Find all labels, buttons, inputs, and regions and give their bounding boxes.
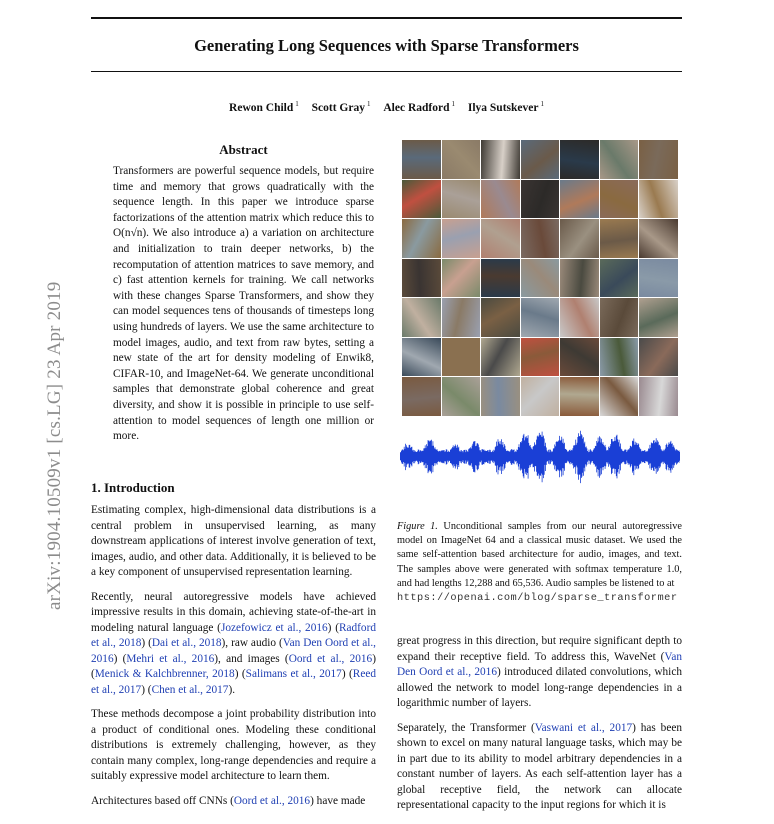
citation-link[interactable]: Menick & Kalchbrenner, 2018 [94, 668, 235, 680]
abstract-heading: Abstract [219, 142, 268, 157]
sample-image-tile [442, 298, 481, 337]
sample-image-tile [639, 140, 678, 179]
citation-link[interactable]: Chen et al., 2017 [151, 683, 229, 696]
intro-paragraph: Recently, neural autoregressive models have achieved impressive results in this domain, achieving state-of-the-art in modeling natural language (Jozefowicz et al., 2016) (Radford et al., 2018) (Dai et al., 2018), raw audio (Van Den Oord et al., 2016) (Mehri et al., 2016), and images (Oord et al., 2016) (Menick & Kalchbrenner, 2018) (Salimans et al., 2017) (Reed et al., 2017) (Chen et al., 2017). [91, 590, 376, 696]
sample-image-tile [442, 219, 481, 258]
author: Scott Gray $^1$ [311, 100, 371, 114]
sample-image-tile [639, 377, 678, 416]
intro-paragraph: Architectures based off CNNs (Oord et al., 2016) have made [91, 794, 366, 807]
sample-image-tile [521, 338, 560, 377]
sample-image-tile [600, 259, 639, 298]
sample-image-tile [560, 219, 599, 258]
sample-image-tile [521, 180, 560, 219]
sample-image-tile [639, 259, 678, 298]
sample-image-tile [639, 298, 678, 337]
author-list [91, 100, 682, 114]
sample-image-tile [560, 298, 599, 337]
sample-image-tile [442, 377, 481, 416]
sample-image-tile [442, 338, 481, 377]
intro-paragraph: Estimating complex, high-dimensional data distributions is a central problem in unsupervised learning, as many downstream applications of interest involve generation of text, images, audio, and other data. Additionally, it is believed to be a key component of unsupervised representation learning. [91, 504, 376, 578]
sample-image-tile [481, 140, 520, 179]
sample-image-tile [560, 338, 599, 377]
sample-image-tile [481, 338, 520, 377]
right-column-body [397, 634, 682, 823]
audio-waveform [400, 425, 680, 489]
figure-caption [397, 520, 682, 605]
sample-image-tile [600, 140, 639, 179]
imagenet-sample-grid [402, 140, 678, 416]
sample-image-tile [639, 180, 678, 219]
citation-link[interactable]: Oord et al., 2016 [233, 794, 311, 807]
sample-image-tile [481, 298, 520, 337]
sample-image-tile [600, 298, 639, 337]
sample-image-tile [402, 140, 441, 179]
citation-link[interactable]: Oord et al., 2016 [288, 652, 373, 665]
waveform-path [400, 431, 680, 483]
sample-image-tile [560, 140, 599, 179]
sample-image-tile [521, 219, 560, 258]
figure-label: Figure 1. [397, 521, 438, 532]
section-heading-introduction: 1. Introduction [91, 480, 175, 495]
abstract-text: Transformers are powerful sequence models, but require time and memory that grows quadratically with the sequence length. In this paper we introduce sparse factorizations of the attention matrix which reduce this to O(n√n). We also introduce a) a variation on architecture and initialization to train deeper networks, b) the recomputation of attention matrices to save memory, and c) fast attention kernels for training. We call networks with these changes Sparse Transformers, and show they can model sequences tens of thousands of timesteps long using hundreds of layers. We use the same architecture to model images, audio, and text from raw bytes, setting a new state of the art for density modeling of Enwik8, CIFAR-10, and ImageNet-64. We generate unconditional samples that demonstrate global coherence and great diversity, and show it is possible in principle to use self-attention to model sequences of length one million or more. [113, 165, 374, 443]
citation-link[interactable]: Radford et al., 2018 [91, 621, 376, 649]
sample-image-tile [560, 377, 599, 416]
sample-image-tile [600, 180, 639, 219]
title-bottom-rule [91, 71, 682, 72]
citation-link[interactable]: Salimans et al., 2017 [245, 668, 342, 680]
sample-image-tile [481, 377, 520, 416]
sample-image-tile [402, 219, 441, 258]
sample-image-tile [521, 140, 560, 179]
sample-image-tile [600, 219, 639, 258]
sample-image-tile [600, 338, 639, 377]
citation-link[interactable]: Van Den Oord et al., 2016 [397, 650, 682, 678]
sample-image-tile [402, 259, 441, 298]
intro-paragraph: Separately, the Transformer (Vaswani et al., 2017) has been shown to excel on many natural language tasks, which may be in part due to its ability to model arbitrary dependencies in a constant number of layers. As each self-attention layer has a global receptive field, the network can allocate representational capacity to the input regions for which it is [397, 721, 682, 811]
citation-link[interactable]: Van Den Oord et al., 2016 [91, 637, 376, 665]
arxiv-stamp: arXiv:1904.10509v1 [cs.LG] 23 Apr 2019 [44, 281, 65, 610]
sample-image-tile [442, 180, 481, 219]
paper-title: Generating Long Sequences with Sparse Transformers [194, 36, 579, 55]
sample-image-tile [402, 180, 441, 219]
citation-link[interactable]: Reed et al., 2017 [91, 668, 376, 696]
sample-image-tile [402, 377, 441, 416]
sample-image-tile [402, 338, 441, 377]
sample-url-link[interactable]: https://openai.com/blog/sparse_transformer [397, 592, 678, 605]
citation-link[interactable]: Mehri et al., 2016 [126, 652, 215, 665]
citation-link[interactable]: Vaswani et al., 2017 [534, 721, 633, 734]
sample-image-tile [402, 298, 441, 337]
sample-image-tile [521, 377, 560, 416]
author: Ilya Sutskever $^1$ [467, 100, 544, 114]
figure-caption-text: Unconditional samples from our neural autoregressive model on ImageNet 64 and a classical music dataset. We used the same self-attention based architecture for audio, images, and text. The samples above were generated with softmax temperature 1.0, and had lengths 12,288 and 65,536. Audio samples be listened to at [397, 521, 682, 589]
intro-paragraph: These methods decompose a joint probability distribution into a product of conditional ones. Modeling these conditional distributions is extremely challenging, however, as they contain many complex, long-range dependencies and require a suitably expressive model architecture to learn them. [91, 708, 376, 782]
sample-image-tile [521, 259, 560, 298]
sample-image-tile [639, 219, 678, 258]
sample-image-tile [560, 180, 599, 219]
sample-image-tile [481, 180, 520, 219]
sample-image-tile [481, 259, 520, 298]
intro-paragraph: great progress in this direction, but require significant depth to expand their receptive field. To address this, WaveNet (Van Den Oord et al., 2016) introduced dilated convolutions, which allowed the network to model long-range dependencies in a logarithmic number of layers. [397, 635, 682, 709]
sample-image-tile [442, 259, 481, 298]
sample-image-tile [442, 140, 481, 179]
left-column-body [91, 503, 376, 818]
citation-link[interactable]: Dai et al., 2018 [151, 637, 222, 649]
author: Alec Radford $^1$ [383, 100, 455, 114]
sample-image-tile [521, 298, 560, 337]
title-top-rule [91, 17, 682, 19]
sample-image-tile [560, 259, 599, 298]
author: Rewon Child $^1$ [229, 100, 299, 114]
citation-link[interactable]: Jozefowicz et al., 2016 [220, 621, 328, 634]
sample-image-tile [600, 377, 639, 416]
sample-image-tile [639, 338, 678, 377]
sample-image-tile [481, 219, 520, 258]
